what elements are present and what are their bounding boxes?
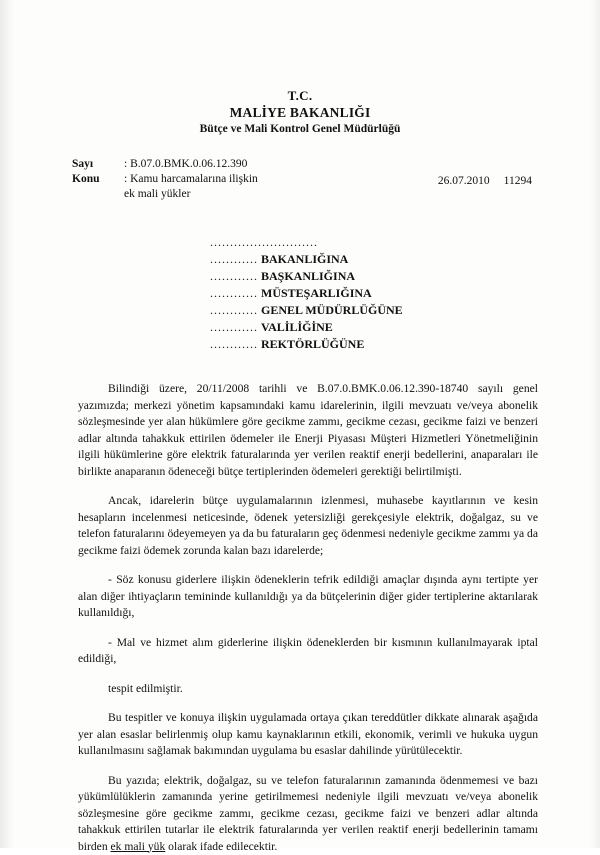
addressee-dots: ............: [210, 320, 258, 334]
body-paragraph-3: - Söz konusu giderlere ilişkin ödeneklerin tefrik edildiği amaçlar dışında aynı tertipte yer alan diğer ihtiyaçların temininde kullanıldığı ya da bütçelerinin diğer gider tertiplerine aktarılarak kullanıldığı,: [78, 572, 538, 622]
addressee-label: BAŞKANLIĞINA: [261, 269, 355, 283]
addressee-label: BAKANLIĞINA: [261, 252, 348, 266]
document-date-block: [438, 174, 532, 189]
addressee-line-2: [210, 268, 600, 285]
addressee-dots: ............: [210, 303, 258, 317]
body-paragraph-5: tespit edilmiştir.: [78, 681, 538, 698]
addressee-line-4: [210, 302, 600, 319]
document-meta: [0, 157, 600, 202]
addressee-dots: ............: [210, 269, 258, 283]
addressee-line-3: [210, 285, 600, 302]
body-paragraph-7-part1: Bu yazıda; elektrik, doğalgaz, su ve telefon faturalarının zamanında ödenmemesi ve bazı yükümlülüklerin zamanında yerine getirilmemesi nedeniyle ilgili mevzuatı ve/veya abonelik sözleşmesine göre gecikme zammı, gecikme cezası, gecikme faizi ve benzeri adlar altında tahakkuk ettirilen tutarlar ile elektrik faturalarında yer verilen reaktif enerji bedellerinin tamamı birden: [78, 774, 538, 853]
letterhead-department: Bütçe ve Mali Kontrol Genel Müdürlüğü: [0, 123, 600, 135]
addressee-label: GENEL MÜDÜRLÜĞÜNE: [261, 303, 403, 317]
konu-value-second-line: ek mali yükler: [72, 187, 600, 202]
addressee-dots: ...........................: [210, 235, 318, 249]
body-paragraph-7-part2: olarak ifade edilecektir.: [165, 840, 277, 853]
addressee-label: REKTÖRLÜĞÜNE: [261, 337, 364, 351]
letterhead-line-tc: T.C.: [0, 88, 600, 104]
addressee-line-0: [210, 234, 600, 251]
body-paragraph-7-emphasis: ek mali yük: [111, 840, 166, 853]
meta-row-sayi: [72, 157, 600, 172]
addressee-line-6: [210, 336, 600, 353]
addressee-line-1: [210, 251, 600, 268]
sayi-value: : B.07.0.BMK.0.06.12.390: [124, 157, 247, 172]
body-paragraph-2: Ancak, idarelerin bütçe uygulamalarının izlenmesi, muhasebe kayıtlarının ve kesin hesapların incelenmesi neticesinde, ödenek yetersizliği gerekçesiyle elektrik, doğalgaz, su ve telefon faturalarını ödeyemeyen ya da bu faturaların geç ödenmesi nedeniyle gecikme zammı ya da gecikme faizi ödemek zorunda kalan bazı idarelerde;: [78, 493, 538, 559]
konu-value: : Kamu harcamalarına ilişkin: [124, 172, 258, 187]
addressee-label: MÜSTEŞARLIĞINA: [261, 286, 372, 300]
addressee-block: [0, 234, 600, 353]
letterhead: [0, 88, 600, 135]
addressee-dots: ............: [210, 252, 258, 266]
addressee-line-5: [210, 319, 600, 336]
addressee-dots: ............: [210, 337, 258, 351]
document-date: 26.07.2010: [438, 175, 490, 187]
body-paragraph-1: Bilindiği üzere, 20/11/2008 tarihli ve B.07.0.BMK.0.06.12.390-18740 sayılı genel yazımızda; merkezi yönetim kapsamındaki kamu idarelerinin, ilgili mevzuatı ve/veya abonelik sözleşmesinde yer alan hükümlere göre gecikme zammı, gecikme cezası, gecikme faizi ve benzeri adlar altında tahakkuk ettirilen ödemeler ile Enerji Piyasası Müşteri Hizmetleri Yönetmeliğinin ilgili hükümlerine göre elektrik faturalarında yer verilen reaktif enerji bedellerini, anaparaları ile birlikte anaparanın ödeneceği bütçe tertiplerinden ödemeleri gerektiği belirtilmişti.: [78, 381, 538, 480]
letterhead-ministry: MALİYE BAKANLIĞI: [0, 105, 600, 121]
body-paragraph-6: Bu tespitler ve konuya ilişkin uygulamada ortaya çıkan tereddütler dikkate alınarak aşağıda yer alan esaslar belirlenmiş olup kamu kaynaklarının etkili, ekonomik, verimli ve hukuka uygun kullanılmasını sağlamak bakımından uygulama bu esaslar dahilinde yürütülecektir.: [78, 710, 538, 760]
body-paragraph-4: - Mal ve hizmet alım giderlerine ilişkin ödeneklerden bir kısmının kullanılmayarak iptal edildiği,: [78, 635, 538, 668]
addressee-label: VALİLİĞİNE: [261, 320, 333, 334]
konu-label: Konu: [72, 172, 124, 187]
document-body: [0, 381, 600, 855]
body-paragraph-7: [78, 773, 538, 855]
document-number: 11294: [504, 175, 532, 187]
addressee-dots: ............: [210, 286, 258, 300]
sayi-label: Sayı: [72, 157, 124, 172]
